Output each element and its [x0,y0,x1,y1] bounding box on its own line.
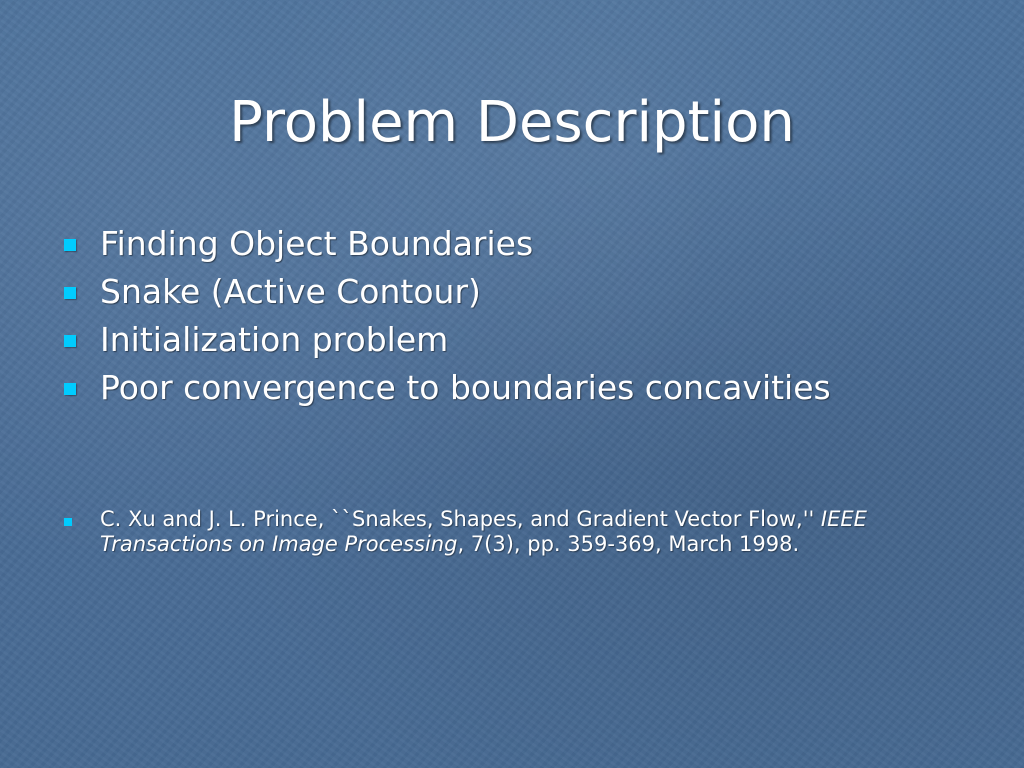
bullet-item [62,316,992,364]
bullet-item [62,364,992,412]
bullet-text: Snake (Active Contour) [100,272,481,311]
square-bullet-icon [64,239,76,251]
bullet-item [62,268,992,316]
bullet-list [62,220,992,412]
square-bullet-icon [64,335,76,347]
bullet-text: Finding Object Boundaries [100,224,534,263]
bullet-item [62,220,992,268]
bullet-text: Poor convergence to boundaries concavities [100,368,831,407]
square-bullet-icon [64,383,76,395]
reference-journal: IEEE Transactions on Image Processing [100,507,867,556]
reference-authors-title: C. Xu and J. L. Prince, ``Snakes, Shapes, and Gradient Vector Flow,'' [100,507,821,531]
reference-details: , 7(3), pp. 359-369, March 1998. [457,532,800,556]
square-bullet-icon [64,518,72,526]
bullet-text: Initialization problem [100,320,449,359]
square-bullet-icon [64,287,76,299]
reference-citation [62,507,1000,557]
slide-title: Problem Description [229,90,795,155]
